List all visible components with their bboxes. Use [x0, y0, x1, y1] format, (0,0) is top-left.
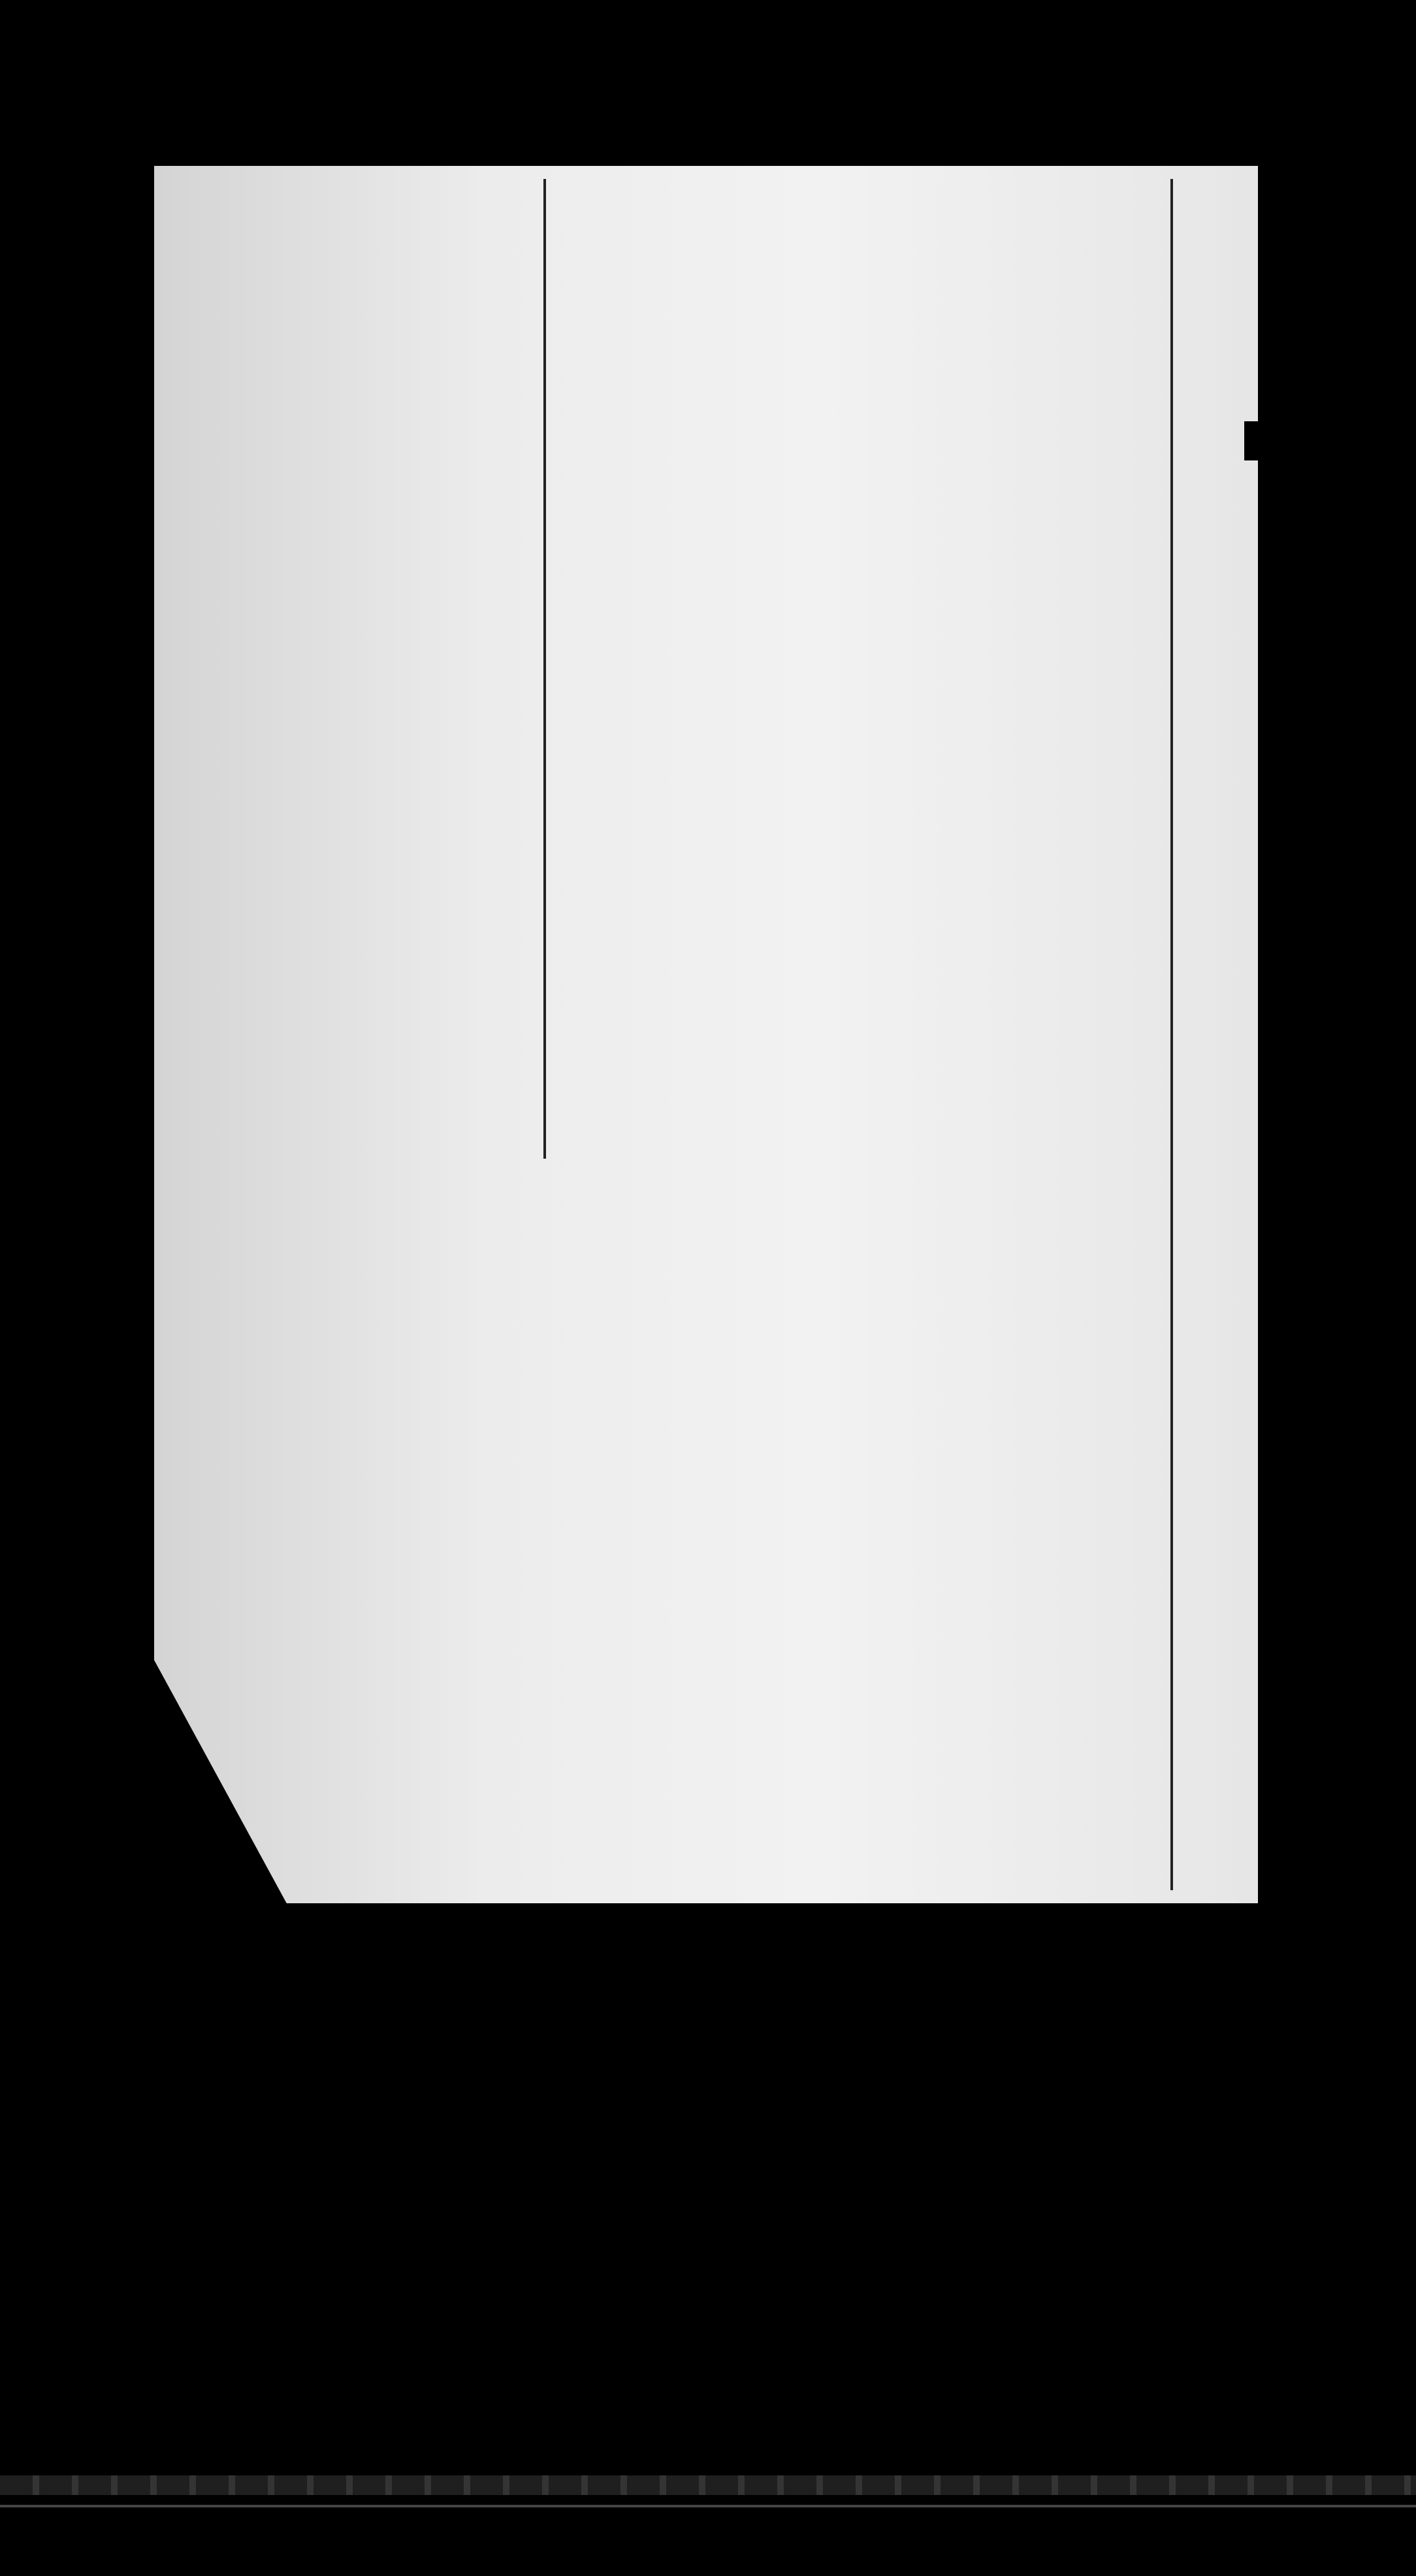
footer-record: [461, 166, 481, 1864]
film-strip: [0, 2475, 1416, 2495]
paper-notch: [1244, 421, 1264, 460]
document-page: [154, 166, 1258, 1903]
bottom-rule: [543, 179, 546, 1159]
rotated-page-content: [154, 166, 1258, 1903]
header-rule: [1170, 179, 1173, 1890]
film-line: [0, 2505, 1416, 2507]
footer-record-cont: [438, 166, 458, 1864]
